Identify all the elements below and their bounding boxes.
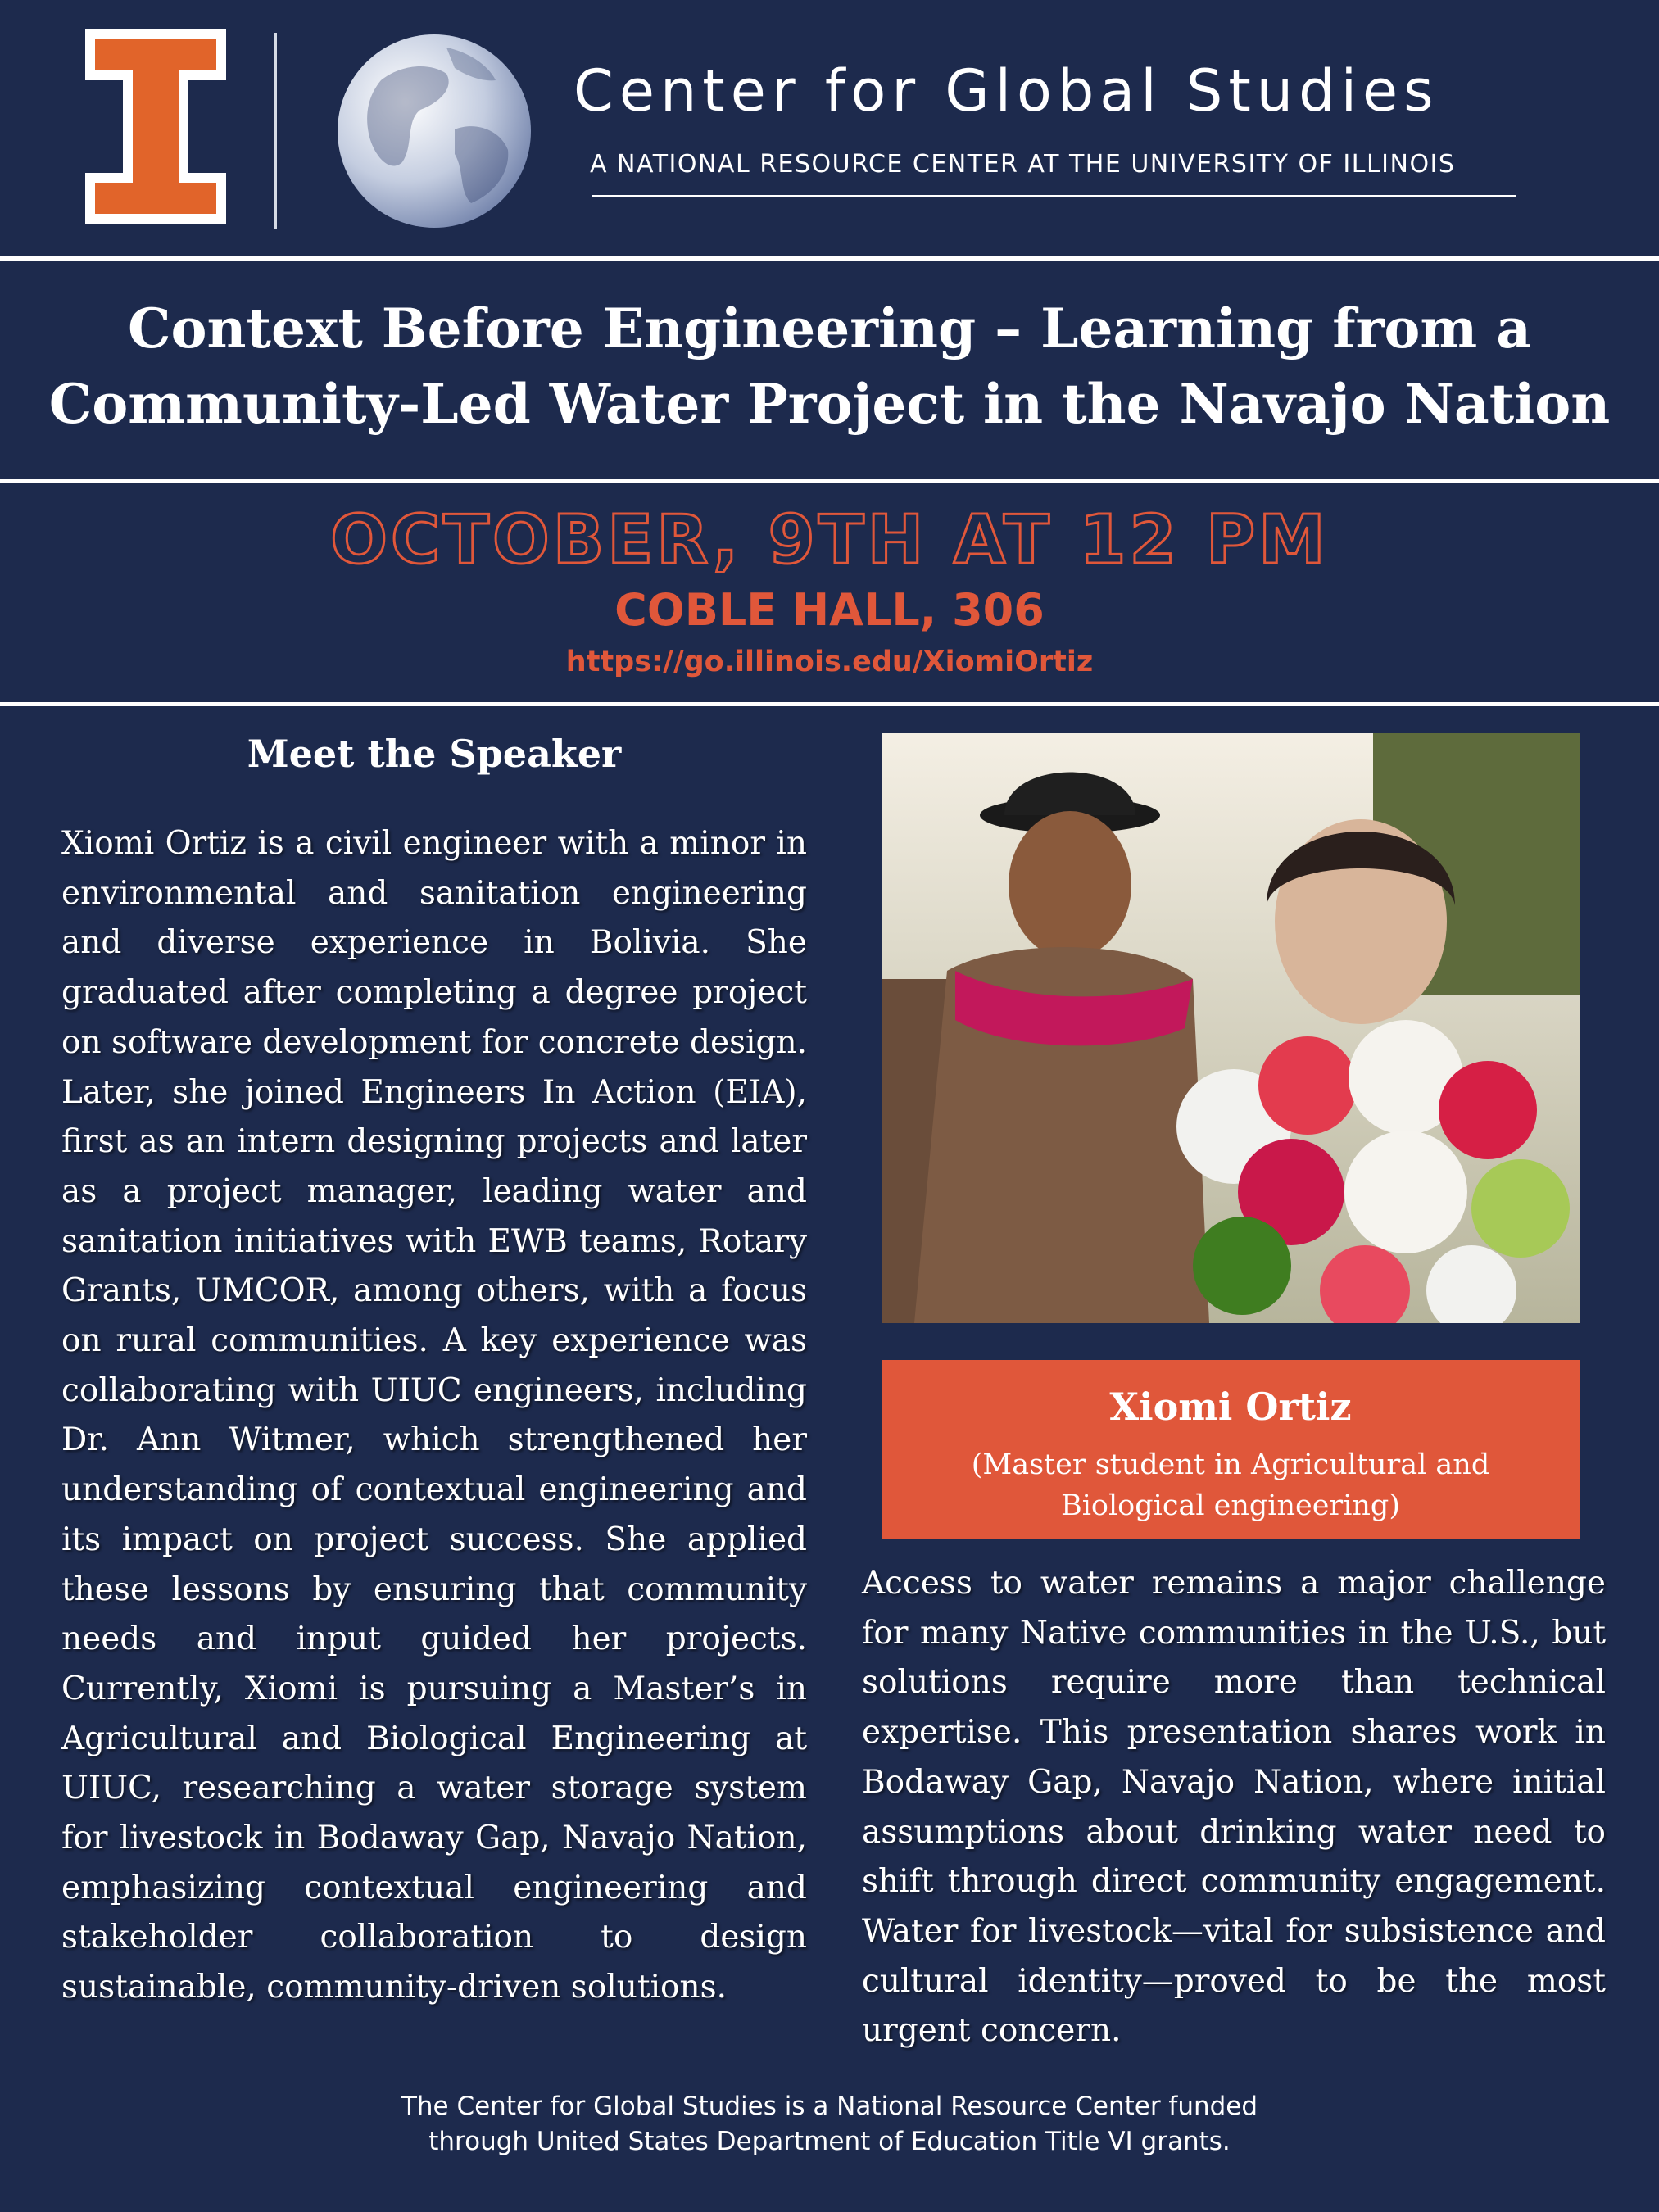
event-url-link[interactable]: https://go.illinois.edu/XiomiOrtiz (565, 646, 1094, 678)
talk-abstract: Access to water remains a major challenge for many Native communities in the U.S., but solutions require more than technical expertise. This presentation shares work in Bodaway Gap, Navajo Nation, where initial assumptions about drinking water need to shift through direct community engagement. Water for livestock—vital for subsistence and cultural identity—proved to be the most urgent concern. (862, 1565, 1606, 2050)
globe-icon (324, 31, 545, 232)
event-title-line: Context Before Engineering – Learning from a (127, 297, 1532, 360)
divider-rule (0, 256, 1659, 261)
divider-rule (0, 702, 1659, 706)
org-name: Center for Global Studies (573, 57, 1439, 125)
speaker-heading: Meet the Speaker (247, 732, 622, 776)
speaker-bio: Xiomi Ortiz is a civil engineer with a minor in environmental and sanitation engineering and diverse experience in Bolivia. She graduated after completing a degree project on software development for concrete design. Later, she joined Engineers In Action (EIA), first as an intern designing projects and later as a project manager, leading water and sanitation initiatives with EWB teams, Rotary Grants, UMCOR, among others, with a focus on rural communities. A key experience was collaborating with UIUC engineers, including Dr. Ann Witmer, which strengthened her understanding of contextual engineering and its impact on project success. She applied these lessons by ensuring that community needs and input guided her projects. Currently, Xiomi is pursuing a Master’s in Agricultural and Biological Engineering at UIUC, researching a water storage system for livestock in Bodaway Gap, Navajo Nation, emphasizing contextual engineering and stakeholder collaboration to design sustainable, community-driven solutions. (61, 825, 807, 2006)
speaker-name: Xiomi Ortiz (1109, 1385, 1352, 1429)
illinois-block-i-logo (82, 26, 229, 227)
event-title (33, 291, 1626, 442)
header-divider (274, 33, 277, 229)
footer-line: through United States Department of Education Title VI grants. (428, 2127, 1231, 2156)
footer-note (0, 2089, 1659, 2160)
divider-rule (0, 479, 1659, 483)
org-subtitle: A NATIONAL RESOURCE CENTER AT THE UNIVERSITY OF ILLINOIS (590, 150, 1456, 179)
event-date: OCTOBER, 9TH AT 12 PM (330, 501, 1329, 579)
org-underline (592, 195, 1516, 197)
footer-line: The Center for Global Studies is a National Resource Center funded (401, 2092, 1258, 2121)
event-title-line: Community-Led Water Project in the Navajo Nation (48, 372, 1611, 436)
speaker-role: (Master student in Agricultural and Biological engineering) (971, 1448, 1490, 1522)
speaker-photo (882, 733, 1580, 1323)
event-venue: COBLE HALL, 306 (614, 584, 1045, 636)
